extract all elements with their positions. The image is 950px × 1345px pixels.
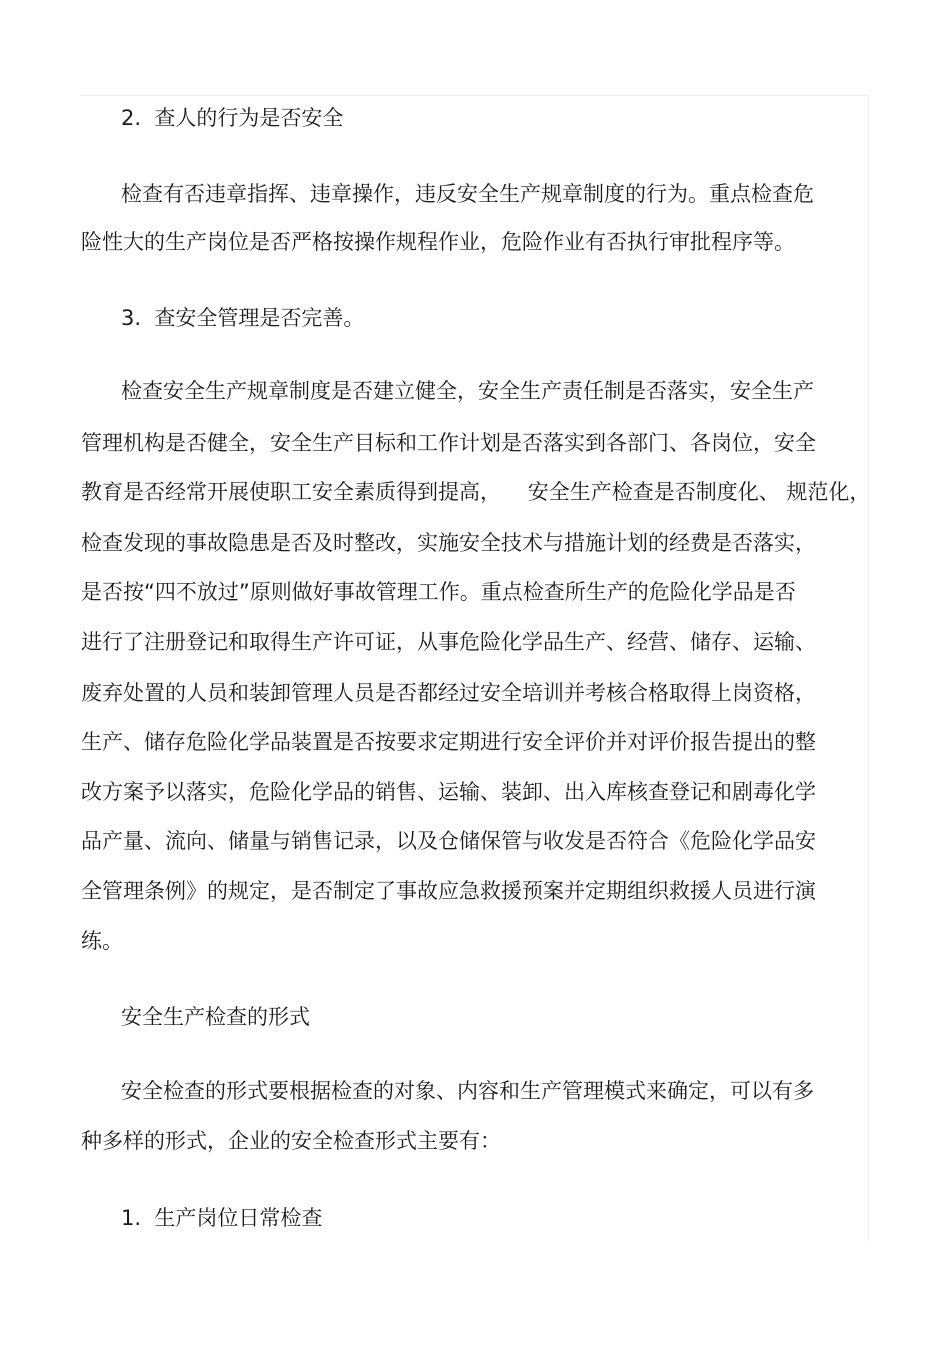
section-heading-2: 2. 查人的行为是否安全 <box>121 106 344 130</box>
paragraph-line: 检查发现的事故隐患是否及时整改，实施安全技术与措施计划的经费是否落实， <box>81 531 816 555</box>
paragraph-line: 进行了注册登记和取得生产许可证，从事危险化学品生产、经营、储存、运输、 <box>81 630 816 654</box>
paragraph-line: 品产量、流向、储量与销售记录，以及仓储保管与收发是否符合《危险化学品安 <box>81 829 816 853</box>
section-heading-forms: 安全生产检查的形式 <box>121 1005 310 1029</box>
page-frame <box>80 95 869 1241</box>
paragraph-line: 检查有否违章指挥、违章操作，违反安全生产规章制度的行为。重点检查危 <box>121 182 814 206</box>
paragraph-line: 管理机构是否健全，安全生产目标和工作计划是否落实到各部门、各岗位，安全 <box>81 431 816 455</box>
paragraph-line: 全管理条例》的规定，是否制定了事故应急救援预案并定期组织救援人员进行演 <box>81 879 816 903</box>
section-heading-3: 3. 查安全管理是否完善。 <box>121 306 365 330</box>
section-heading-1: 1. 生产岗位日常检查 <box>121 1206 323 1230</box>
paragraph-line: 检查安全生产规章制度是否建立健全，安全生产责任制是否落实，安全生产 <box>121 379 814 403</box>
paragraph-line: 种多样的形式，企业的安全检查形式主要有： <box>81 1129 501 1153</box>
paragraph-line: 生产、储存危险化学品装置是否按要求定期进行安全评价并对评价报告提出的整 <box>81 730 816 754</box>
paragraph-line: 废弃处置的人员和装卸管理人员是否都经过安全培训并考核合格取得上岗资格， <box>81 681 816 705</box>
paragraph-line: 是否按“四不放过”原则做好事故管理工作。重点检查所生产的危险化学品是否 <box>81 580 796 604</box>
paragraph-line: 改方案予以落实，危险化学品的销售、运输、装卸、出入库核查登记和剧毒化学 <box>81 780 816 804</box>
paragraph-line: 练。 <box>81 929 123 953</box>
paragraph-line: 教育是否经常开展使职工安全素质得到提高， 安全生产检查是否制度化、 规范化， <box>81 480 871 504</box>
paragraph-line: 险性大的生产岗位是否严格按操作规程作业，危险作业有否执行审批程序等。 <box>81 230 795 254</box>
paragraph-line: 安全检查的形式要根据检查的对象、内容和生产管理模式来确定，可以有多 <box>121 1079 814 1103</box>
